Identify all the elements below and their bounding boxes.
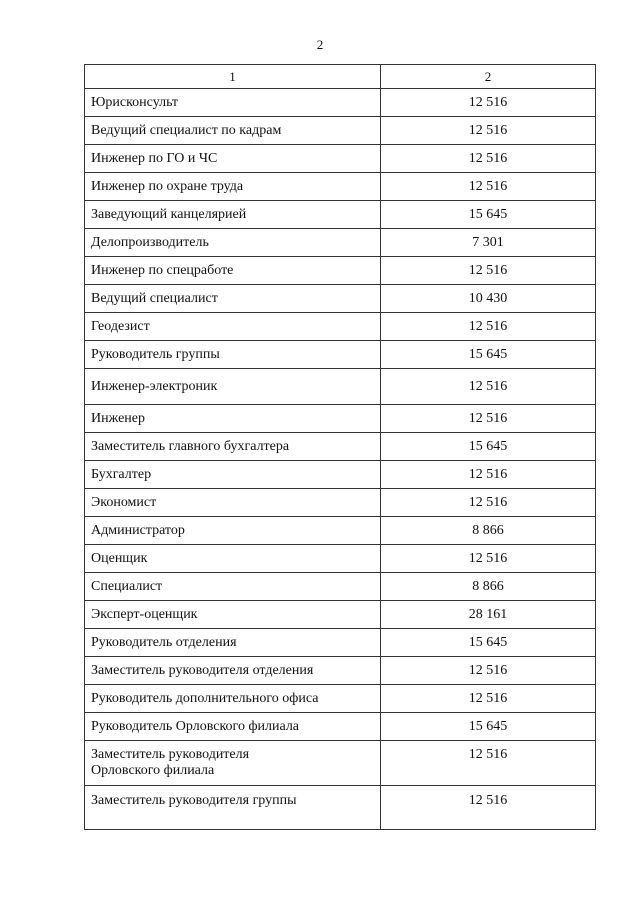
position-cell: Юрисконсульт — [85, 89, 381, 117]
table-row — [85, 786, 596, 830]
salary-cell: 15 645 — [381, 629, 596, 657]
salary-cell: 12 516 — [381, 369, 596, 405]
position-cell: Экономист — [85, 489, 381, 517]
table-row — [85, 545, 596, 573]
position-line: Заместитель руководителя — [91, 747, 250, 762]
salary-cell: 12 516 — [381, 685, 596, 713]
position-cell: Инженер по ГО и ЧС — [85, 145, 381, 173]
salary-cell: 12 516 — [381, 741, 596, 786]
table-row — [85, 461, 596, 489]
salary-cell: 12 516 — [381, 545, 596, 573]
table-row — [85, 657, 596, 685]
table-row — [85, 201, 596, 229]
position-cell: Геодезист — [85, 313, 381, 341]
position-cell: Руководитель дополнительного офиса — [85, 685, 381, 713]
position-cell: Делопроизводитель — [85, 229, 381, 257]
position-line: Орловского филиала — [91, 763, 215, 778]
table-row — [85, 713, 596, 741]
table-row — [85, 489, 596, 517]
position-cell: Инженер по охране труда — [85, 173, 381, 201]
salary-cell: 15 645 — [381, 341, 596, 369]
salary-table — [84, 64, 596, 830]
table-row — [85, 313, 596, 341]
table-row — [85, 685, 596, 713]
position-cell — [85, 741, 381, 786]
salary-cell: 7 301 — [381, 229, 596, 257]
page-number: 2 — [316, 37, 324, 52]
position-cell: Ведущий специалист — [85, 285, 381, 313]
table-row — [85, 601, 596, 629]
salary-cell: 8 866 — [381, 517, 596, 545]
position-cell: Специалист — [85, 573, 381, 601]
salary-cell: 12 516 — [381, 786, 596, 830]
position-cell: Руководитель отделения — [85, 629, 381, 657]
salary-cell: 12 516 — [381, 173, 596, 201]
position-cell: Ведущий специалист по кадрам — [85, 117, 381, 145]
position-cell: Бухгалтер — [85, 461, 381, 489]
position-cell: Заместитель руководителя группы — [85, 786, 381, 830]
table-row — [85, 573, 596, 601]
position-cell: Заместитель руководителя отделения — [85, 657, 381, 685]
salary-cell: 12 516 — [381, 257, 596, 285]
salary-cell: 10 430 — [381, 285, 596, 313]
table-row — [85, 257, 596, 285]
position-cell: Руководитель группы — [85, 341, 381, 369]
table-row — [85, 117, 596, 145]
salary-cell: 12 516 — [381, 489, 596, 517]
table-row — [85, 433, 596, 461]
salary-cell: 12 516 — [381, 89, 596, 117]
column-header-2: 2 — [381, 65, 596, 89]
position-cell: Заместитель главного бухгалтера — [85, 433, 381, 461]
table-row — [85, 285, 596, 313]
table-header-row — [85, 65, 596, 89]
table-row — [85, 629, 596, 657]
table-row — [85, 405, 596, 433]
salary-cell: 28 161 — [381, 601, 596, 629]
position-cell: Администратор — [85, 517, 381, 545]
column-header-1: 1 — [85, 65, 381, 89]
salary-cell: 15 645 — [381, 201, 596, 229]
salary-cell: 8 866 — [381, 573, 596, 601]
table-row — [85, 517, 596, 545]
table-row — [85, 369, 596, 405]
table-row — [85, 741, 596, 786]
salary-cell: 12 516 — [381, 313, 596, 341]
table-row — [85, 89, 596, 117]
position-cell: Оценщик — [85, 545, 381, 573]
salary-cell: 12 516 — [381, 145, 596, 173]
position-cell: Инженер-электроник — [85, 369, 381, 405]
salary-cell: 12 516 — [381, 405, 596, 433]
salary-cell: 12 516 — [381, 117, 596, 145]
salary-cell: 15 645 — [381, 713, 596, 741]
table-row — [85, 145, 596, 173]
salary-cell: 12 516 — [381, 657, 596, 685]
table-row — [85, 229, 596, 257]
position-cell: Заведующий канцелярией — [85, 201, 381, 229]
table-row — [85, 341, 596, 369]
salary-cell: 12 516 — [381, 461, 596, 489]
position-cell: Руководитель Орловского филиала — [85, 713, 381, 741]
table-row — [85, 173, 596, 201]
position-cell: Инженер по спецработе — [85, 257, 381, 285]
salary-cell: 15 645 — [381, 433, 596, 461]
position-cell: Инженер — [85, 405, 381, 433]
position-cell: Эксперт-оценщик — [85, 601, 381, 629]
